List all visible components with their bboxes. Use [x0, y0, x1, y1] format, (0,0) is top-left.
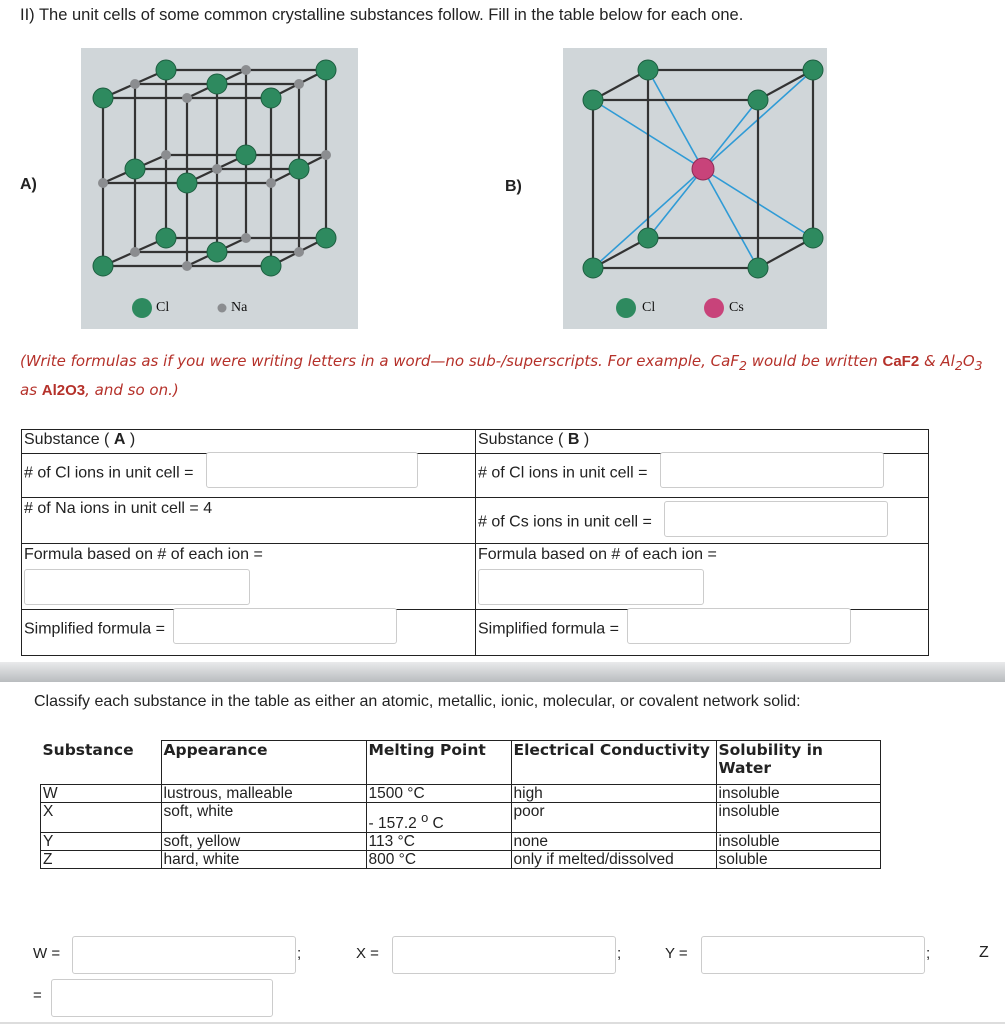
z-equals: =	[33, 987, 42, 1004]
table-row: X soft, white - 157.2 $^o$ C poor insoluble	[41, 803, 881, 833]
y-answer-input[interactable]	[701, 936, 925, 974]
cl-legend-icon-b	[616, 298, 636, 318]
figure-a-label: A)	[20, 176, 37, 193]
a-cl-count-input[interactable]	[206, 452, 418, 488]
cscl-lattice-svg	[563, 48, 827, 329]
a-simplified-label: Simplified formula =	[24, 620, 165, 638]
cs-legend-icon	[704, 298, 724, 318]
na-legend-icon	[218, 304, 227, 313]
b-cl-label: # of Cl ions in unit cell =	[478, 464, 648, 482]
x-answer-label: X =	[356, 945, 379, 962]
w-semicolon: ;	[297, 945, 302, 962]
a-formula-input[interactable]	[24, 569, 250, 605]
properties-table	[40, 740, 881, 869]
legend-cl-b: Cl	[642, 300, 656, 315]
header-melting-point: Melting Point	[366, 741, 511, 785]
legend-cs-b: Cs	[729, 300, 744, 315]
y-semicolon: ;	[926, 945, 931, 962]
figure-b-label: B)	[505, 178, 522, 195]
header-conductivity: Electrical Conductivity	[511, 741, 716, 785]
a-cl-label: # of Cl ions in unit cell =	[24, 464, 194, 482]
classify-instructions: Classify each substance in the table as either an atomic, metallic, ionic, molecular, or covalent network solid:	[34, 693, 801, 710]
table-row: Y soft, yellow 113 °C none insoluble	[41, 833, 881, 851]
figure-b-cscl-unit-cell	[563, 48, 827, 329]
z-answer-label: Z	[979, 944, 989, 961]
header-solubility: Solubility in Water	[716, 741, 881, 785]
cl-legend-icon	[132, 298, 152, 318]
nacl-lattice-svg	[81, 48, 358, 329]
a-formula-label: Formula based on # of each ion =	[24, 546, 263, 563]
figure-a-nacl-unit-cell	[81, 48, 358, 329]
header-substance: Substance	[42, 740, 134, 759]
w-answer-label: W =	[33, 945, 61, 962]
b-cs-count-input[interactable]	[664, 501, 888, 537]
b-formula-input[interactable]	[478, 569, 704, 605]
x-answer-input[interactable]	[392, 936, 616, 974]
legend-na-a: Na	[231, 300, 248, 315]
a-simplified-input[interactable]	[173, 608, 397, 644]
z-answer-input[interactable]	[51, 979, 273, 1017]
formula-instructions: (Write formulas as if you were writing letters in a word—no sub-/superscripts. For example, CaF$_2$ would be written CaF2 & $Al_2O_3$ as Al2O3, and so on.)	[20, 352, 983, 399]
unit-cell-table	[21, 429, 929, 656]
table-row: W lustrous, malleable 1500 °C high insoluble	[41, 785, 881, 803]
substance-b-header: Substance ( B )	[478, 431, 590, 448]
b-simplified-label: Simplified formula =	[478, 620, 619, 638]
y-answer-label: Y =	[665, 945, 688, 962]
section-divider	[0, 662, 1005, 682]
b-formula-label: Formula based on # of each ion =	[478, 546, 717, 563]
substance-a-header: Substance ( A )	[24, 431, 136, 448]
x-semicolon: ;	[617, 945, 622, 962]
b-cs-label: # of Cs ions in unit cell =	[478, 513, 652, 531]
header-appearance: Appearance	[161, 741, 366, 785]
a-na-row: # of Na ions in unit cell = 4	[24, 500, 213, 517]
b-cl-count-input[interactable]	[660, 452, 884, 488]
table-row: Z hard, white 800 °C only if melted/dissolved soluble	[41, 851, 881, 869]
b-simplified-input[interactable]	[627, 608, 851, 644]
w-answer-input[interactable]	[72, 936, 296, 974]
legend-cl-a: Cl	[156, 300, 170, 315]
question-title: II) The unit cells of some common crystalline substances follow. Fill in the table below for each one.	[20, 6, 744, 24]
